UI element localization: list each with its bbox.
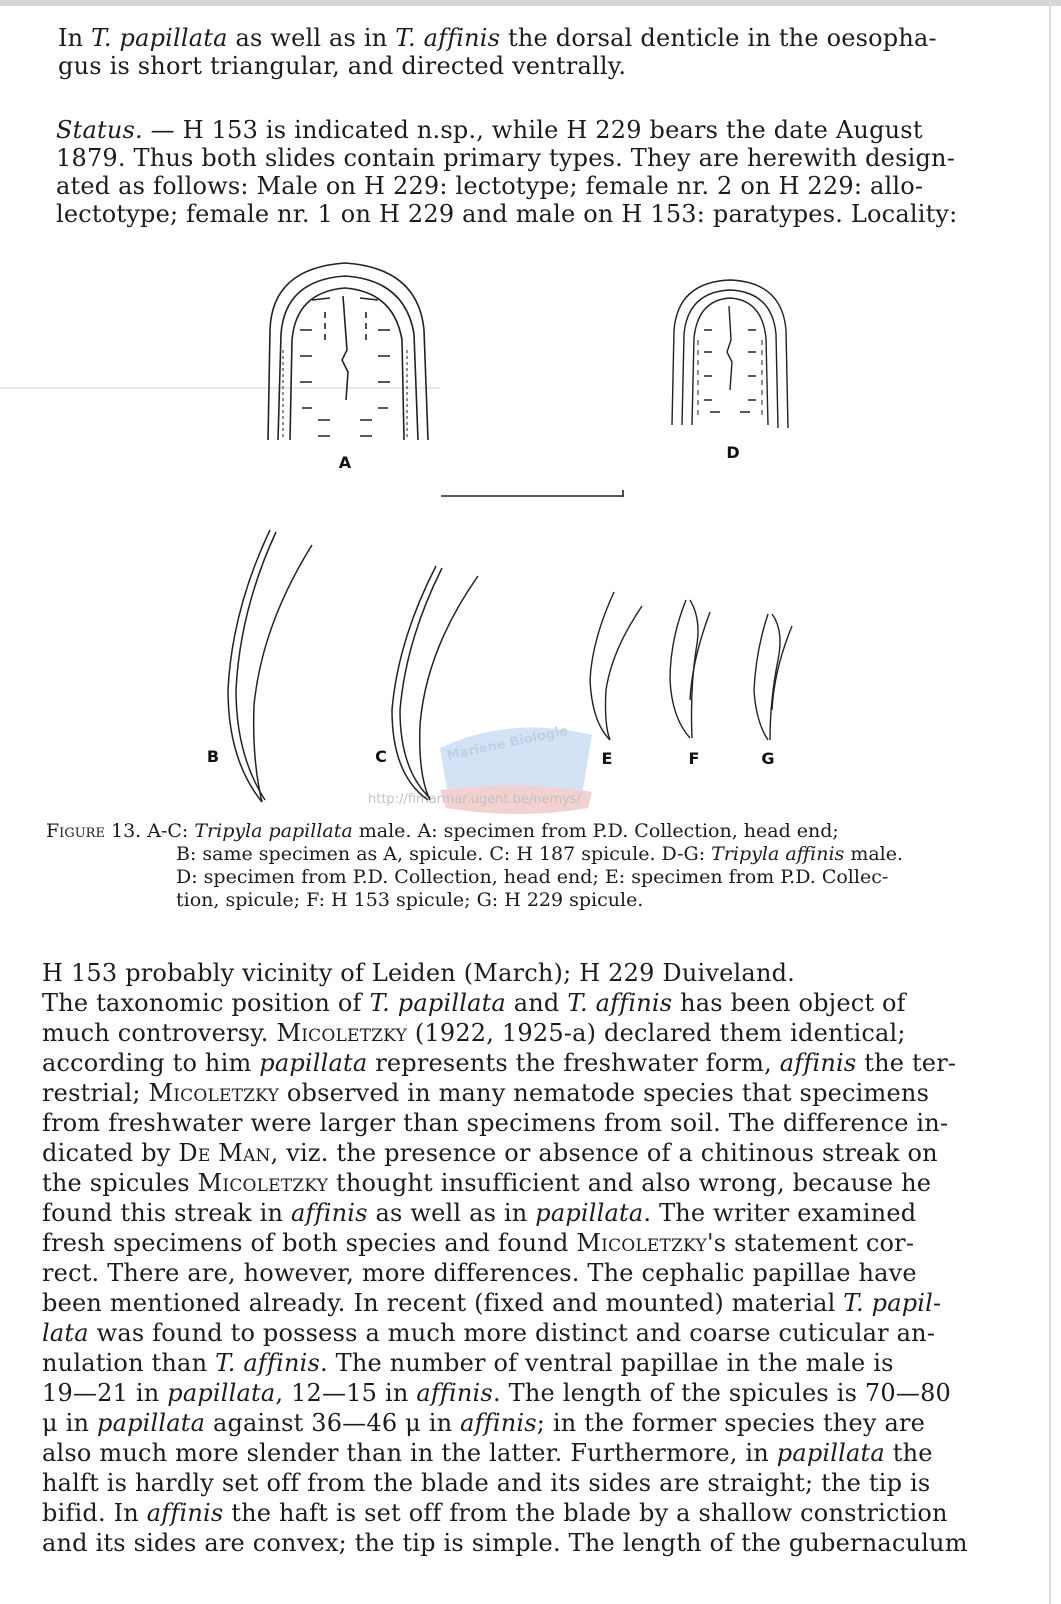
- text-span: T. papillata: [369, 989, 506, 1017]
- text-span: Status.: [56, 116, 143, 144]
- text-span: male. A: specimen from P.D. Collection, head end;: [352, 820, 839, 842]
- text-line: [42, 1468, 986, 1498]
- text-span: as well as in: [227, 24, 396, 52]
- text-span: restrial;: [42, 1079, 149, 1107]
- text-span: 1879. Thus both slides contain primary types. They are herewith design-: [56, 144, 956, 172]
- text-span: according to him: [42, 1049, 260, 1077]
- text-span: the dorsal denticle in the oesopha-: [500, 24, 937, 52]
- text-span: affinis: [416, 1379, 493, 1407]
- text-span: rect. There are, however, more differences. The cephalic papillae have: [42, 1259, 917, 1287]
- figure-label-f: F: [688, 749, 700, 768]
- text-span: ; in the former species they are: [536, 1409, 926, 1437]
- text-span: gus is short triangular, and directed ventrally.: [58, 52, 627, 80]
- text-span: represents the freshwater form,: [367, 1049, 780, 1077]
- text-span: De Man: [178, 1139, 271, 1167]
- text-span: affinis: [779, 1049, 857, 1077]
- text-span: the spicules: [42, 1169, 198, 1197]
- text-span: . The length of the spicules is 70—80: [492, 1379, 952, 1407]
- text-span: fresh specimens of both species and found: [42, 1229, 577, 1257]
- text-span: T. papillata: [91, 24, 228, 52]
- text-span: , viz. the presence or absence of a chitinous streak on: [270, 1139, 938, 1167]
- text-span: B: same specimen as A, spicule. C: H 187 spicule. D-G:: [176, 843, 712, 865]
- text-span: dicated by: [42, 1139, 179, 1167]
- text-line: [42, 1528, 986, 1558]
- text-span: . The number of ventral papillae in the male is: [320, 1349, 894, 1377]
- text-span: papillata: [97, 1409, 206, 1437]
- figure-b-spicule: [228, 530, 312, 802]
- text-span: , 12—15 in: [275, 1379, 417, 1407]
- text-span: 's statement cor-: [706, 1229, 915, 1257]
- text-span: male.: [844, 843, 904, 865]
- text-span: from freshwater were larger than specimens from soil. The difference in-: [42, 1109, 949, 1137]
- text-span: as well as in: [367, 1199, 536, 1227]
- text-line: [42, 1408, 986, 1438]
- text-span: papillata: [776, 1439, 885, 1467]
- text-span: halft is hardly set off from the blade and its sides are straight; the tip is: [42, 1469, 931, 1497]
- text-span: (1922, 1925-a) declared them identical;: [407, 1019, 906, 1047]
- figure-g-spicule: [754, 614, 792, 740]
- text-span: ated as follows: Male on H 229: lectotype; female nr. 2 on H 229: allo-: [56, 172, 924, 200]
- paragraph-taxonomic-position: [42, 958, 986, 1558]
- text-span: 13. A-C:: [104, 820, 195, 842]
- text-line: [42, 1498, 986, 1528]
- text-span: against 36—46 μ in: [205, 1409, 461, 1437]
- text-span: μ in: [42, 1409, 97, 1437]
- text-span: thought insufficient and also wrong, because he: [328, 1169, 932, 1197]
- text-span: has been object of: [672, 989, 906, 1017]
- text-span: affinis: [291, 1199, 368, 1227]
- text-line: [42, 1138, 986, 1168]
- text-span: papillata: [167, 1379, 276, 1407]
- text-line: [42, 1108, 986, 1138]
- text-line: [42, 1018, 986, 1048]
- text-span: nulation than: [42, 1349, 216, 1377]
- text-span: papillata: [259, 1049, 368, 1077]
- text-line: [42, 1168, 986, 1198]
- watermark-url: http://fimarmar.ugent.be/nemys/: [368, 792, 582, 807]
- text-span: affinis: [146, 1499, 224, 1527]
- text-line: [42, 1288, 986, 1318]
- figure-label-e: E: [601, 749, 613, 768]
- text-span: found this streak in: [42, 1199, 292, 1227]
- text-line: [42, 958, 986, 988]
- text-span: The taxonomic position of: [42, 989, 370, 1017]
- text-span: Figure: [46, 820, 105, 842]
- text-span: Micoletzky: [148, 1079, 280, 1107]
- text-span: bifid. In: [42, 1499, 147, 1527]
- text-line: [42, 1348, 986, 1378]
- text-line: [42, 1228, 986, 1258]
- text-span: been mentioned already. In recent (fixed and mounted) material: [42, 1289, 844, 1317]
- scale-bar: [441, 490, 623, 497]
- text-span: and: [505, 989, 568, 1017]
- text-span: the ter-: [856, 1049, 957, 1077]
- text-span: T. affinis: [395, 24, 501, 52]
- figure-a-head-end: [268, 263, 428, 440]
- text-line: [42, 1258, 986, 1288]
- text-line: [42, 1078, 986, 1108]
- text-span: In: [58, 24, 92, 52]
- text-line: [46, 866, 986, 889]
- text-span: — H 153 is indicated n.sp., while H 229 bears the date August: [142, 116, 923, 144]
- text-line: [42, 1378, 986, 1408]
- text-span: Tripyla affinis: [711, 843, 845, 865]
- figure-d-head-end: [672, 280, 788, 428]
- text-line: [42, 1438, 986, 1468]
- text-span: T. affinis: [215, 1349, 320, 1377]
- figure-f-spicule: [670, 600, 710, 738]
- text-span: affinis: [460, 1409, 537, 1437]
- text-span: observed in many nematode species that specimens: [279, 1079, 930, 1107]
- text-span: T. papil-: [843, 1289, 942, 1317]
- text-span: 19—21 in: [42, 1379, 168, 1407]
- figure-label-d: D: [726, 443, 740, 462]
- figure-caption: [46, 820, 986, 912]
- figure-e-spicule: [590, 592, 642, 740]
- text-span: Micoletzky: [276, 1019, 407, 1047]
- text-span: tion, spicule; F: H 153 spicule; G: H 229 spicule.: [176, 889, 644, 911]
- text-line: [46, 889, 986, 912]
- text-span: Tripyla papillata: [194, 820, 353, 842]
- text-span: H 153 probably vicinity of Leiden (March); H 229 Duiveland.: [42, 959, 795, 987]
- text-line: [42, 1048, 986, 1078]
- figure-label-g: G: [761, 749, 775, 768]
- text-line: [42, 1318, 986, 1348]
- text-line: [42, 988, 986, 1018]
- text-span: was found to possess a much more distinct and coarse cuticular an-: [88, 1319, 936, 1347]
- text-span: lectotype; female nr. 1 on H 229 and male on H 153: paratypes. Locality:: [56, 200, 958, 228]
- text-span: D: specimen from P.D. Collection, head end; E: specimen from P.D. Collec-: [176, 866, 889, 888]
- text-line: [46, 843, 986, 866]
- text-span: . The writer examined: [643, 1199, 917, 1227]
- figure-label-c: C: [375, 747, 387, 766]
- text-span: Micoletzky: [576, 1229, 707, 1257]
- figure-label-a: A: [338, 453, 352, 472]
- text-span: papillata: [535, 1199, 644, 1227]
- text-span: T. affinis: [567, 989, 673, 1017]
- text-line: [42, 1198, 986, 1228]
- text-span: the haft is set off from the blade by a shallow constriction: [223, 1499, 948, 1527]
- text-span: the: [884, 1439, 933, 1467]
- text-span: also much more slender than in the latter. Furthermore, in: [42, 1439, 777, 1467]
- text-span: much controversy.: [42, 1019, 277, 1047]
- watermark-text: Mariene Biologie: [445, 723, 570, 764]
- text-span: Micoletzky: [197, 1169, 329, 1197]
- figure-label-b: B: [206, 747, 220, 766]
- text-span: lata: [42, 1319, 89, 1347]
- text-span: and its sides are convex; the tip is simple. The length of the gubernaculum: [42, 1529, 968, 1557]
- text-line: [46, 820, 986, 843]
